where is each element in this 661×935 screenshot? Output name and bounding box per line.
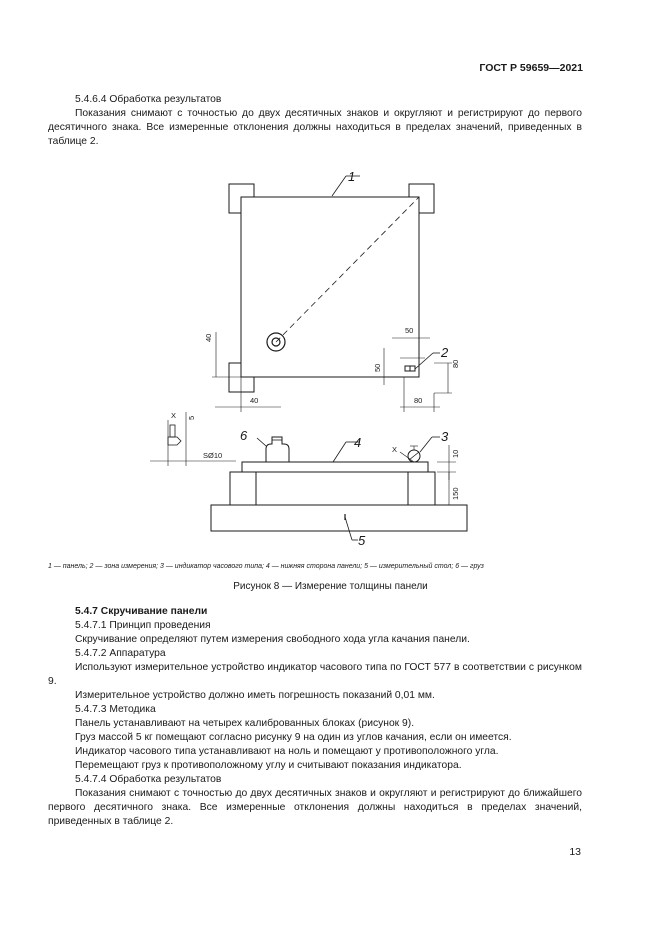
section-title-5464: 5.4.6.4 Обработка результатов [75, 94, 222, 105]
callout-1: 1 [348, 169, 356, 184]
section-text-5464: Показания снимают с точностью до двух десятичных знаков и округляют и регистрируют до первого десятичного знака. Все измеренные отклонения должны находиться в пределах значений, приведенных в таблице 2. [48, 108, 582, 148]
callout-3: 3 [441, 429, 449, 444]
dim-80-bottom-text: 80 [414, 396, 423, 405]
probe-diam-text: SØ10 [203, 451, 223, 460]
side-panel [242, 462, 428, 472]
dim-5-text: 5 [187, 415, 196, 420]
dim-10-text: 10 [451, 449, 460, 458]
side-block-left [230, 472, 256, 505]
dim-50-side-text: 50 [373, 363, 382, 372]
dim-150-text: 150 [451, 487, 460, 500]
callout-2: 2 [441, 345, 449, 360]
callout-1-leader [332, 176, 346, 196]
side-block-right [408, 472, 435, 505]
section-text-5472-1: Используют измерительное устройство индикатор часового типа по ГОСТ 577 в соответствии с рисунком 9. [48, 662, 582, 688]
figure-8-drawing [0, 160, 661, 560]
dial-indicator-needle [409, 452, 419, 460]
section-title-5474: 5.4.7.4 Обработка результатов [75, 774, 222, 785]
section-text-5474: Показания снимают с точностью до двух десятичных знаков и округляют и регистрируют до ближайшего первого десятичного знака. Все измеренные отклонения должны находиться в пределах значений, приведенных в таблице 2. [48, 788, 582, 828]
x-right-label: X [392, 445, 398, 454]
callout-5: 5 [358, 533, 366, 548]
section-title-5472: 5.4.7.2 Аппаратура [75, 648, 166, 659]
section-text-5473-2: Груз массой 5 кг помещают согласно рисунку 9 на один из углов качания, если он имеется. [75, 732, 512, 743]
section-title-5473: 5.4.7.3 Методика [75, 704, 156, 715]
page-number: 13 [569, 846, 581, 858]
x-left-label: X [171, 411, 177, 420]
measuring-table [211, 505, 467, 531]
weight-6 [266, 437, 289, 462]
callout-4-leader [333, 442, 346, 462]
dim-40-left-text: 40 [204, 333, 213, 342]
section-text-5472-2: Измерительное устройство должно иметь погрешность показаний 0,01 мм. [75, 690, 435, 701]
probe-detail-stem [170, 425, 175, 437]
figure-caption: Рисунок 8 — Измерение толщины панели [233, 581, 428, 592]
section-text-5473-4: Перемещают груз к противоположному углу и считывают показания индикатора. [75, 760, 462, 771]
section-title-5471: 5.4.7.1 Принцип проведения [75, 620, 211, 631]
section-title-547: 5.4.7 Скручивание панели [75, 606, 208, 617]
callout-6-leader [257, 438, 266, 446]
document-header: ГОСТ Р 59659—2021 [479, 62, 583, 74]
callout-3-leader [420, 437, 432, 452]
dim-40-bottom-text: 40 [250, 396, 259, 405]
callout-6: 6 [240, 428, 248, 443]
x-right-leader [400, 452, 414, 462]
callout-4: 4 [354, 435, 362, 450]
section-text-5473-3: Индикатор часового типа устанавливают на ноль и помещают у противоположного угла. [75, 746, 499, 757]
probe-detail-tip [168, 437, 181, 445]
dim-50-top-text: 50 [405, 326, 414, 335]
figure-legend: 1 — панель; 2 — зона измерения; 3 — индикатор часового типа; 4 — нижняя сторона панели; 5 — измерительный стол; 6 — груз [48, 563, 484, 570]
callout-5-leader [345, 517, 352, 540]
section-text-5471: Скручивание определяют путем измерения свободного хода угла качания панели. [75, 634, 470, 645]
section-text-5473-1: Панель устанавливают на четырех калиброванных блоках (рисунок 9). [75, 718, 415, 729]
dim-80-side-text: 80 [451, 359, 460, 368]
